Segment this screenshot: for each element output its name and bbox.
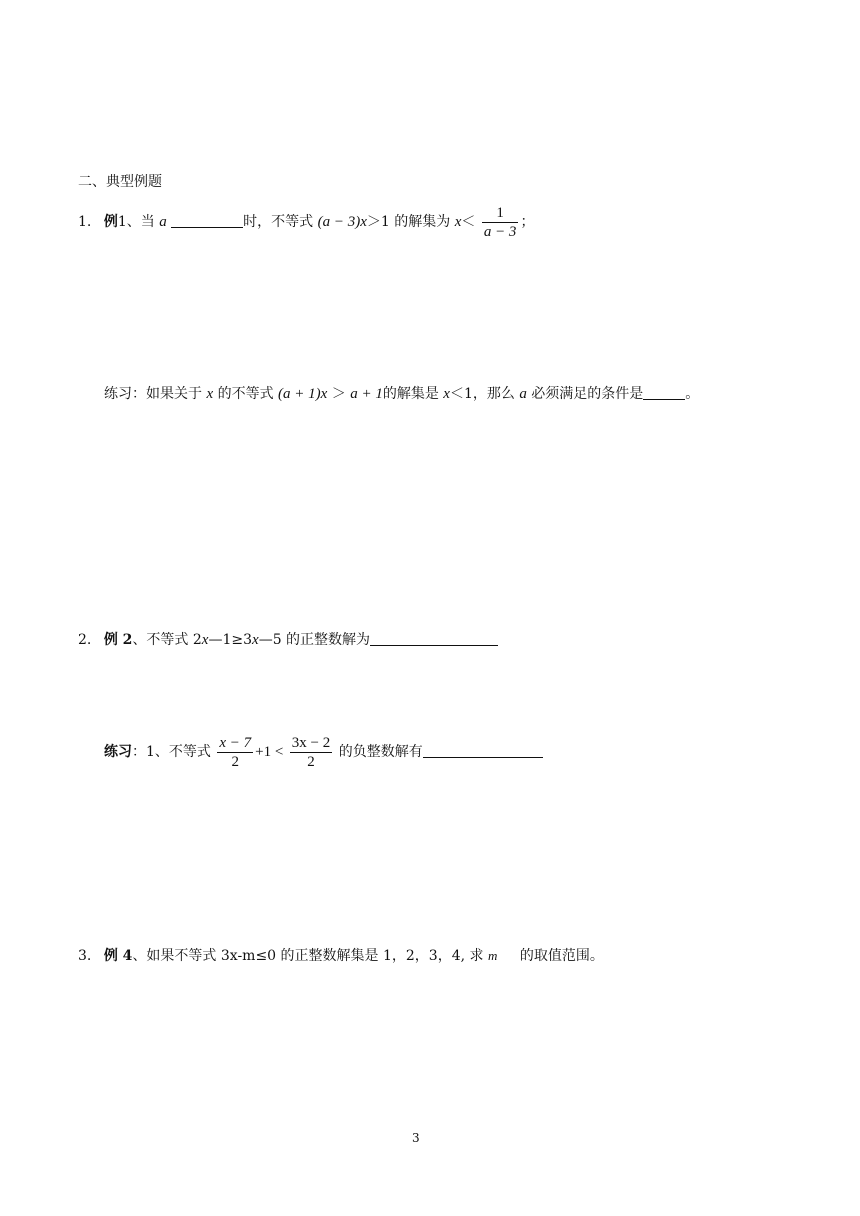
question-number: 2. xyxy=(78,632,92,648)
fraction-numerator: x − 7 xyxy=(219,734,252,751)
answer-blank[interactable] xyxy=(643,385,685,400)
example-label: 例 xyxy=(103,214,118,230)
question-text: —5 的正整数解为 xyxy=(258,632,371,648)
section-heading: 二、典型例题 xyxy=(78,174,162,190)
question-text: 时，不等式 xyxy=(243,214,314,230)
question-text: ＞1 的解集为 xyxy=(366,214,451,230)
variable-m: m xyxy=(487,948,498,963)
variable-x: x xyxy=(252,632,259,648)
answer-blank[interactable] xyxy=(423,743,543,758)
question-1 xyxy=(78,200,534,244)
variable-x: x xyxy=(454,214,462,230)
answer-blank[interactable] xyxy=(370,631,498,646)
fraction-denominator: a − 3 xyxy=(483,223,517,240)
question-number: 3. xyxy=(78,948,92,964)
less-than-sign: ＜ xyxy=(461,214,476,230)
answer-blank[interactable] xyxy=(171,213,243,228)
page-number: 3 xyxy=(412,1131,420,1145)
math-expression: (a − 3)x xyxy=(317,214,367,230)
question-text: —1≥3 xyxy=(208,632,253,648)
question-text: 的取值范围。 xyxy=(519,948,604,964)
math-expression: a + 1 xyxy=(350,386,383,402)
question-text: 、不等式 2 xyxy=(132,632,202,648)
question-text: 、如果不等式 3x-m≤0 的正整数解集是 1，2，3，4, 求 xyxy=(132,948,484,964)
practice-text: 练习：如果关于 xyxy=(104,386,202,402)
practice-label: 练习 xyxy=(104,744,132,760)
greater-than-sign: ＞ xyxy=(331,386,346,402)
practice-text: ＜1，那么 xyxy=(449,386,515,402)
fraction-denominator: 2 xyxy=(231,753,240,770)
fraction xyxy=(482,204,519,241)
variable-x: x xyxy=(201,632,209,648)
practice-1 xyxy=(104,384,699,404)
practice-text: 必须满足的条件是 xyxy=(531,386,644,402)
practice-text: 的不等式 xyxy=(217,386,274,402)
fraction xyxy=(217,734,253,771)
question-3 xyxy=(78,946,604,966)
question-text: 1、当 xyxy=(117,214,155,230)
variable-x: x xyxy=(206,386,214,402)
variable-x: x xyxy=(443,386,450,402)
example-label: 例 2 xyxy=(103,632,133,648)
math-expression: +1 < xyxy=(255,744,284,760)
period: 。 xyxy=(685,386,700,402)
practice-text: ：1、不等式 xyxy=(132,744,211,760)
semicolon: ； xyxy=(520,214,535,230)
question-number: 1. xyxy=(78,214,92,230)
fraction-numerator: 3x − 2 xyxy=(291,734,331,751)
fraction-denominator: 2 xyxy=(307,753,315,770)
variable-a: a xyxy=(519,386,527,402)
question-2 xyxy=(78,630,498,650)
example-label: 例 4 xyxy=(103,948,133,964)
practice-2 xyxy=(104,730,543,774)
fraction xyxy=(290,734,332,771)
variable-a: a xyxy=(159,214,167,230)
practice-text: 的解集是 xyxy=(382,386,439,402)
practice-text: 的负整数解有 xyxy=(338,744,423,760)
math-expression: (a + 1)x xyxy=(278,386,328,402)
fraction-numerator: 1 xyxy=(482,204,519,223)
